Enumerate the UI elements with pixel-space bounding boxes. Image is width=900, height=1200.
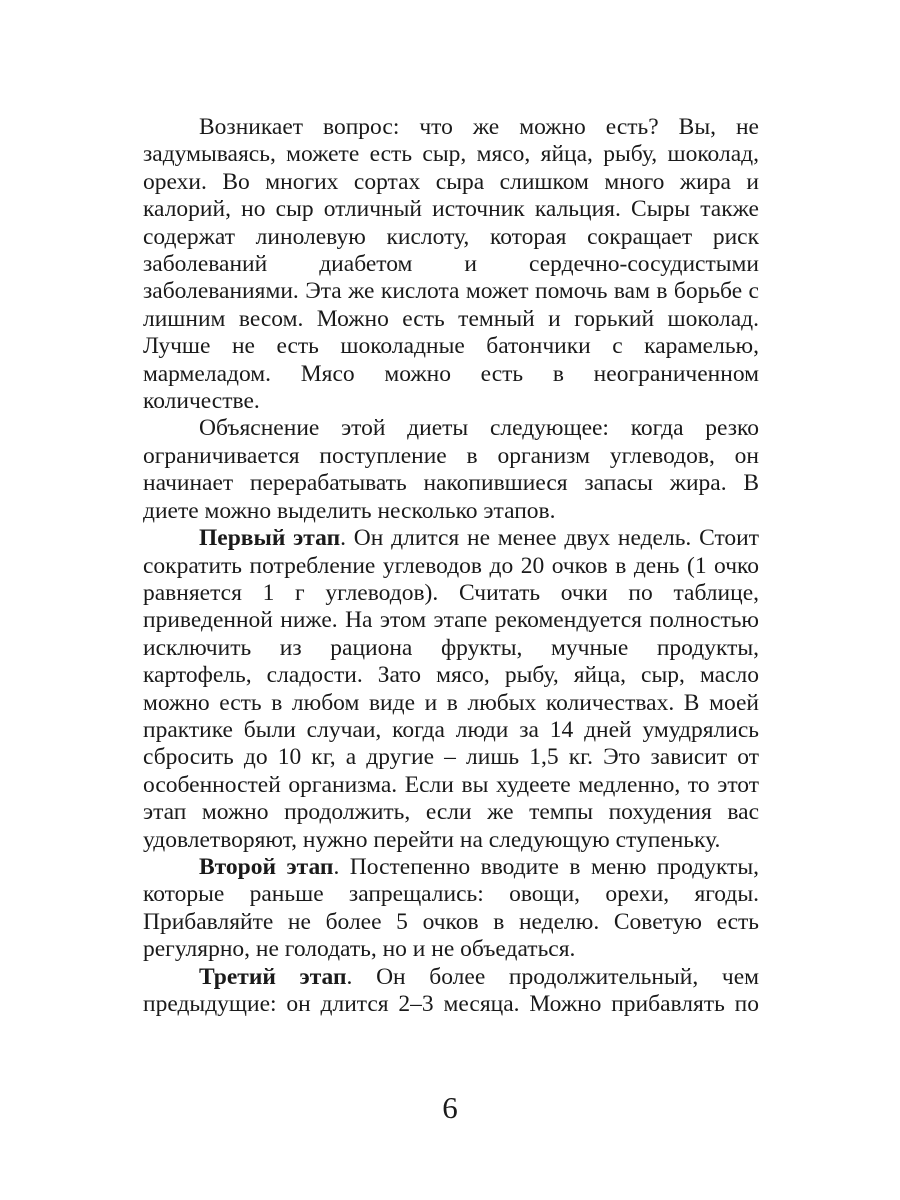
paragraph-text: . Постепенно вводите в меню продукты, которые раньше запрещались: овощи, орехи, ягоды. Прибавляйте не более 5 очков в неделю. Советую есть регулярно, не голодать, но и не объедаться.: [143, 853, 759, 963]
paragraph-text: . Он длится не менее двух недель. Стоит сократить потребление углеводов до 20 очков в день (1 очко равняется 1 г углеводов). Считать очки по таблице, приведенной ниже. На этом этапе рекомендуется полностью исключить из рациона фрукты, мучные продукты, картофель, сладости. Зато мясо, рыбу, яйца, сыр, масло можно есть в любом виде и в любых количествах. В моей практике были случаи, когда люди за 14 дней умудрялись сбросить до 10 кг, а другие – лишь 1,5 кг. Это зависит от особенностей организма. Если вы худеете медленно, то этот этап можно продолжить, если же темпы похудения вас удовлетворяют, нужно перейти на следующую ступеньку.: [143, 525, 759, 853]
body-text: [143, 114, 759, 1018]
paragraph-what-to-eat: [143, 114, 759, 415]
paragraph-diet-explanation: [143, 415, 759, 525]
stage-heading: Третий этап: [199, 963, 347, 990]
page-number: 6: [442, 1090, 458, 1125]
stage-heading: Второй этап: [199, 853, 334, 880]
paragraph-text: Объяснение этой диеты следующее: когда резко ограничивается поступление в организм углеводов, он начинает перерабатывать накопившиеся запасы жира. В диете можно выделить несколько этапов.: [143, 415, 759, 524]
paragraph-stage-three: [143, 964, 759, 1019]
paragraph-text: . Он более продолжительный, чем предыдущие: он длится 2–3 месяца. Можно прибавлять по: [143, 963, 759, 1017]
paragraph-stage-one: [143, 525, 759, 854]
paragraph-stage-two: [143, 854, 759, 964]
stage-heading: Первый этап: [199, 525, 341, 552]
paragraph-text: Возникает вопрос: что же можно есть? Вы, не задумываясь, можете есть сыр, мясо, яйца, рыбу, шоколад, орехи. Во многих сортах сыра слишком много жира и калорий, но сыр отличный источник кальция. Сыры также содержат линолевую кислоту, которая сокращает риск заболеваний диабетом и сердечно-сосудистыми заболеваниями. Эта же кислота может помочь вам в борьбе с лишним весом. Можно есть темный и горький шоколад. Лучше не есть шоколадные батончики с карамелью, мармеладом. Мясо можно есть в неограниченном количестве.: [143, 114, 759, 415]
